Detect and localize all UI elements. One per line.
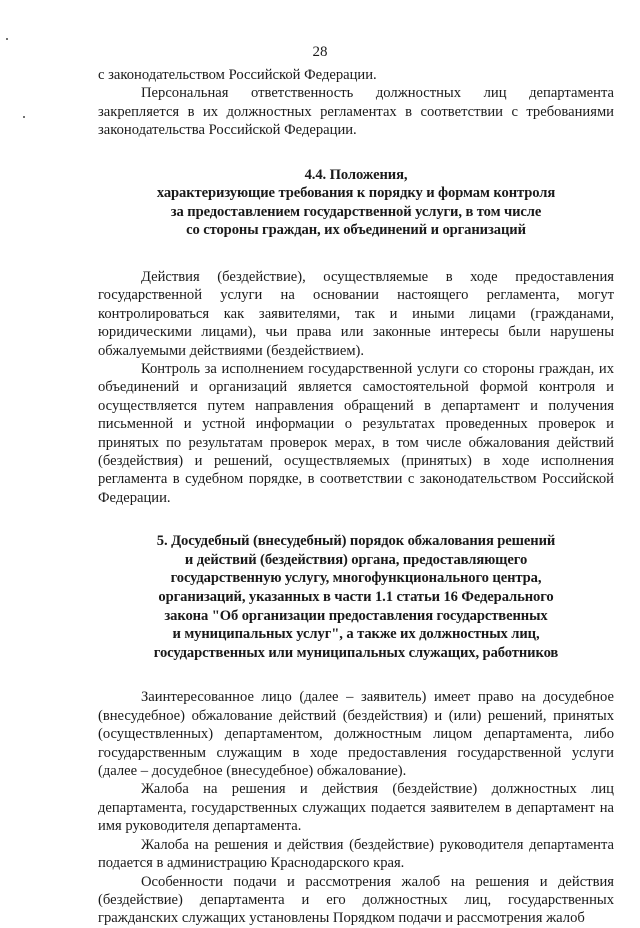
- paragraph: с законодательством Российской Федерации.: [98, 67, 377, 83]
- section-heading-line: 4.4. Положения,: [304, 166, 408, 183]
- section-heading-line: характеризующие требования к порядку и формам контроля: [156, 185, 556, 202]
- section-heading-line: со стороны граждан, их объединений и организаций: [186, 222, 526, 239]
- paragraph: Действия (бездействие), осуществляемые в ходе предоставления государственной услуги на основании настоящего регламента, могут контролироваться как заявителями, так и иными лицами (гражданами, юридическими лицами), чьи права или законные интересы были нарушены обжалуемыми действиями (бездействием).: [98, 269, 614, 359]
- section-heading-line: организаций, указанных в части 1.1 статьи 16 Федерального: [158, 589, 554, 606]
- paragraph: Жалоба на решения и действия (бездействие) должностных лиц департамента, государственных служащих подается заявителем в департамент на имя руководителя департамента.: [98, 781, 614, 835]
- scan-speck: [23, 116, 25, 118]
- paragraph: Заинтересованное лицо (далее – заявитель) имеет право на досудебное (внесудебное) обжалование действий (бездействия) и (или) решений, принятых (осуществленных) департаментом, должностным лицом департамента, либо государственным служащим в ходе предоставления государственной услуги (далее – досудебное (внесудебное) обжалование).: [98, 689, 614, 780]
- section-heading-line: и действий (бездействия) органа, предоставляющего: [184, 551, 528, 568]
- section-heading-line: закона "Об организации предоставления государственных: [164, 607, 548, 624]
- paragraph: Контроль за исполнением государственной услуги со стороны граждан, их объединений и организаций является самостоятельной формой контроля и осуществляется путем направления обращений в департамент и получения письменной и устной информации о результатах проведенных проверок и принятых по результатам проверок мерах, в том числе обжалования действий (бездействия) и решений, осуществляемых (принятых) в ходе исполнения регламента в судебном порядке, в соответствии с законодательством Российской Федерации.: [98, 361, 614, 506]
- scan-speck: [6, 38, 8, 40]
- paragraph: Персональная ответственность должностных лиц департамента закрепляется в их должностных регламентах в соответствии с требованиями законодательства Российской Федерации.: [98, 85, 614, 139]
- section-heading-line: государственную услугу, многофункционального центра,: [170, 570, 542, 587]
- paragraph: Особенности подачи и рассмотрения жалоб на решения и действия (бездействие) департамента и его должностных лиц, государственных гражданских служащих установлены Порядком подачи и рассмотрения жалоб: [98, 873, 614, 927]
- section-heading-line: за предоставлением государственной услуги, в том числе: [170, 203, 542, 220]
- section-heading-line: и муниципальных услуг", а также их должностных лиц,: [172, 626, 540, 643]
- paragraph: Жалоба на решения и действия (бездействие) руководителя департамента подается в администрацию Краснодарского края.: [98, 836, 614, 872]
- section-heading-line: государственных или муниципальных служащих, работников: [153, 644, 559, 661]
- section-heading: [98, 166, 614, 240]
- page-number: 28: [312, 44, 328, 60]
- section-heading: [98, 532, 614, 662]
- document-body: [98, 66, 614, 928]
- section-heading-line: 5. Досудебный (внесудебный) порядок обжалования решений: [156, 533, 556, 550]
